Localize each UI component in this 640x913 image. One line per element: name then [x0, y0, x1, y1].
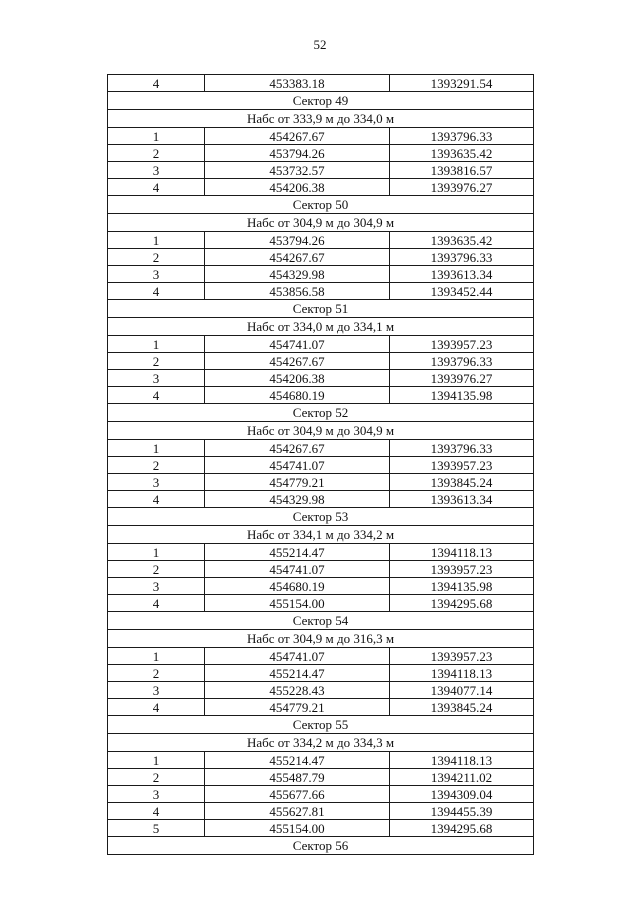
coord-x: 454680.19	[205, 578, 390, 595]
coord-y: 1393957.23	[390, 336, 534, 353]
table-row	[108, 387, 534, 404]
coord-x: 454267.67	[205, 440, 390, 457]
sector-range: Набс от 333,9 м до 334,0 м	[108, 110, 534, 128]
coord-y: 1394135.98	[390, 387, 534, 404]
coord-y: 1393957.23	[390, 457, 534, 474]
table-row	[108, 699, 534, 716]
coord-y: 1393796.33	[390, 353, 534, 370]
coord-y: 1393796.33	[390, 440, 534, 457]
point-number: 3	[108, 682, 205, 699]
sector-title: Сектор 51	[108, 300, 534, 318]
coord-x: 453856.58	[205, 283, 390, 300]
point-number: 4	[108, 491, 205, 508]
page-number: 52	[313, 37, 327, 52]
sector-range-row	[108, 630, 534, 648]
point-number: 2	[108, 457, 205, 474]
table-row	[108, 752, 534, 769]
table-row	[108, 769, 534, 786]
coord-y: 1393452.44	[390, 283, 534, 300]
sector-range-row	[108, 110, 534, 128]
table-row	[108, 440, 534, 457]
coord-x: 454779.21	[205, 474, 390, 491]
point-number: 4	[108, 595, 205, 612]
coord-x: 455214.47	[205, 544, 390, 561]
coord-y: 1394118.13	[390, 752, 534, 769]
sector-range: Набс от 334,2 м до 334,3 м	[108, 734, 534, 752]
sector-range: Набс от 334,0 м до 334,1 м	[108, 318, 534, 336]
coordinates-table-body	[108, 75, 534, 855]
sector-title-row	[108, 612, 534, 630]
coord-y: 1394295.68	[390, 820, 534, 837]
sector-range-row	[108, 318, 534, 336]
table-row	[108, 179, 534, 196]
coord-x: 455154.00	[205, 820, 390, 837]
coord-x: 454741.07	[205, 561, 390, 578]
coord-x: 454741.07	[205, 336, 390, 353]
point-number: 2	[108, 769, 205, 786]
sector-title: Сектор 49	[108, 92, 534, 110]
point-number: 3	[108, 578, 205, 595]
sector-title-row	[108, 716, 534, 734]
coord-x: 454206.38	[205, 370, 390, 387]
point-number: 3	[108, 474, 205, 491]
coordinates-table	[107, 74, 534, 855]
point-number: 2	[108, 353, 205, 370]
point-number: 3	[108, 266, 205, 283]
point-number: 4	[108, 283, 205, 300]
table-row	[108, 249, 534, 266]
table-row	[108, 803, 534, 820]
point-number: 4	[108, 699, 205, 716]
point-number: 2	[108, 665, 205, 682]
table-row	[108, 578, 534, 595]
coord-y: 1393796.33	[390, 128, 534, 145]
point-number: 1	[108, 544, 205, 561]
sector-title-row	[108, 837, 534, 855]
coord-y: 1393845.24	[390, 474, 534, 491]
coord-x: 454741.07	[205, 457, 390, 474]
table-row	[108, 682, 534, 699]
coord-y: 1393613.34	[390, 491, 534, 508]
coord-y: 1393613.34	[390, 266, 534, 283]
coord-x: 455677.66	[205, 786, 390, 803]
coord-y: 1393291.54	[390, 75, 534, 92]
coord-x: 454267.67	[205, 249, 390, 266]
coord-y: 1393957.23	[390, 648, 534, 665]
sector-title: Сектор 52	[108, 404, 534, 422]
point-number: 3	[108, 370, 205, 387]
coord-x: 453383.18	[205, 75, 390, 92]
table-row	[108, 336, 534, 353]
sector-title: Сектор 50	[108, 196, 534, 214]
table-row	[108, 266, 534, 283]
table-row	[108, 544, 534, 561]
point-number: 5	[108, 820, 205, 837]
table-row	[108, 786, 534, 803]
sector-title: Сектор 53	[108, 508, 534, 526]
point-number: 3	[108, 786, 205, 803]
coord-y: 1393635.42	[390, 232, 534, 249]
coord-x: 453794.26	[205, 232, 390, 249]
table-row	[108, 283, 534, 300]
table-row	[108, 595, 534, 612]
sector-range: Набс от 304,9 м до 316,3 м	[108, 630, 534, 648]
sector-title-row	[108, 300, 534, 318]
table-row	[108, 232, 534, 249]
table-row	[108, 353, 534, 370]
coord-x: 455214.47	[205, 665, 390, 682]
point-number: 4	[108, 803, 205, 820]
point-number: 4	[108, 387, 205, 404]
coord-y: 1393845.24	[390, 699, 534, 716]
coord-y: 1393635.42	[390, 145, 534, 162]
sector-title-row	[108, 92, 534, 110]
sector-range-row	[108, 734, 534, 752]
coord-x: 453732.57	[205, 162, 390, 179]
table-row	[108, 665, 534, 682]
coord-y: 1394135.98	[390, 578, 534, 595]
sector-range: Набс от 304,9 м до 304,9 м	[108, 422, 534, 440]
sector-title-row	[108, 404, 534, 422]
sector-title: Сектор 54	[108, 612, 534, 630]
table-row	[108, 474, 534, 491]
table-row	[108, 370, 534, 387]
coord-x: 453794.26	[205, 145, 390, 162]
coord-y: 1394118.13	[390, 665, 534, 682]
table-row	[108, 491, 534, 508]
coord-y: 1393976.27	[390, 179, 534, 196]
coord-y: 1393957.23	[390, 561, 534, 578]
sector-range: Набс от 304,9 м до 304,9 м	[108, 214, 534, 232]
sector-range-row	[108, 422, 534, 440]
table-row	[108, 820, 534, 837]
point-number: 1	[108, 440, 205, 457]
coord-x: 454680.19	[205, 387, 390, 404]
table-row	[108, 162, 534, 179]
point-number: 4	[108, 75, 205, 92]
table-row	[108, 145, 534, 162]
coord-x: 455214.47	[205, 752, 390, 769]
point-number: 2	[108, 249, 205, 266]
coord-y: 1393816.57	[390, 162, 534, 179]
table-row	[108, 75, 534, 92]
point-number: 4	[108, 179, 205, 196]
sector-title-row	[108, 196, 534, 214]
table-row	[108, 457, 534, 474]
table-row	[108, 561, 534, 578]
coord-y: 1394309.04	[390, 786, 534, 803]
table-row	[108, 128, 534, 145]
point-number: 1	[108, 232, 205, 249]
coord-y: 1393976.27	[390, 370, 534, 387]
sector-range-row	[108, 214, 534, 232]
coord-x: 454206.38	[205, 179, 390, 196]
point-number: 2	[108, 561, 205, 578]
coord-y: 1394455.39	[390, 803, 534, 820]
coord-x: 455228.43	[205, 682, 390, 699]
table-row	[108, 648, 534, 665]
sector-range-row	[108, 526, 534, 544]
coord-x: 454741.07	[205, 648, 390, 665]
coord-x: 454267.67	[205, 128, 390, 145]
point-number: 2	[108, 145, 205, 162]
sector-range: Набс от 334,1 м до 334,2 м	[108, 526, 534, 544]
sector-title: Сектор 56	[108, 837, 534, 855]
point-number: 3	[108, 162, 205, 179]
sector-title-row	[108, 508, 534, 526]
coord-y: 1394295.68	[390, 595, 534, 612]
point-number: 1	[108, 648, 205, 665]
coord-y: 1394211.02	[390, 769, 534, 786]
coord-x: 454267.67	[205, 353, 390, 370]
coord-y: 1393796.33	[390, 249, 534, 266]
coord-x: 455627.81	[205, 803, 390, 820]
coord-x: 454329.98	[205, 491, 390, 508]
coord-x: 455487.79	[205, 769, 390, 786]
coord-x: 454779.21	[205, 699, 390, 716]
point-number: 1	[108, 336, 205, 353]
point-number: 1	[108, 752, 205, 769]
sector-title: Сектор 55	[108, 716, 534, 734]
coord-y: 1394118.13	[390, 544, 534, 561]
coord-y: 1394077.14	[390, 682, 534, 699]
coord-x: 455154.00	[205, 595, 390, 612]
point-number: 1	[108, 128, 205, 145]
coord-x: 454329.98	[205, 266, 390, 283]
